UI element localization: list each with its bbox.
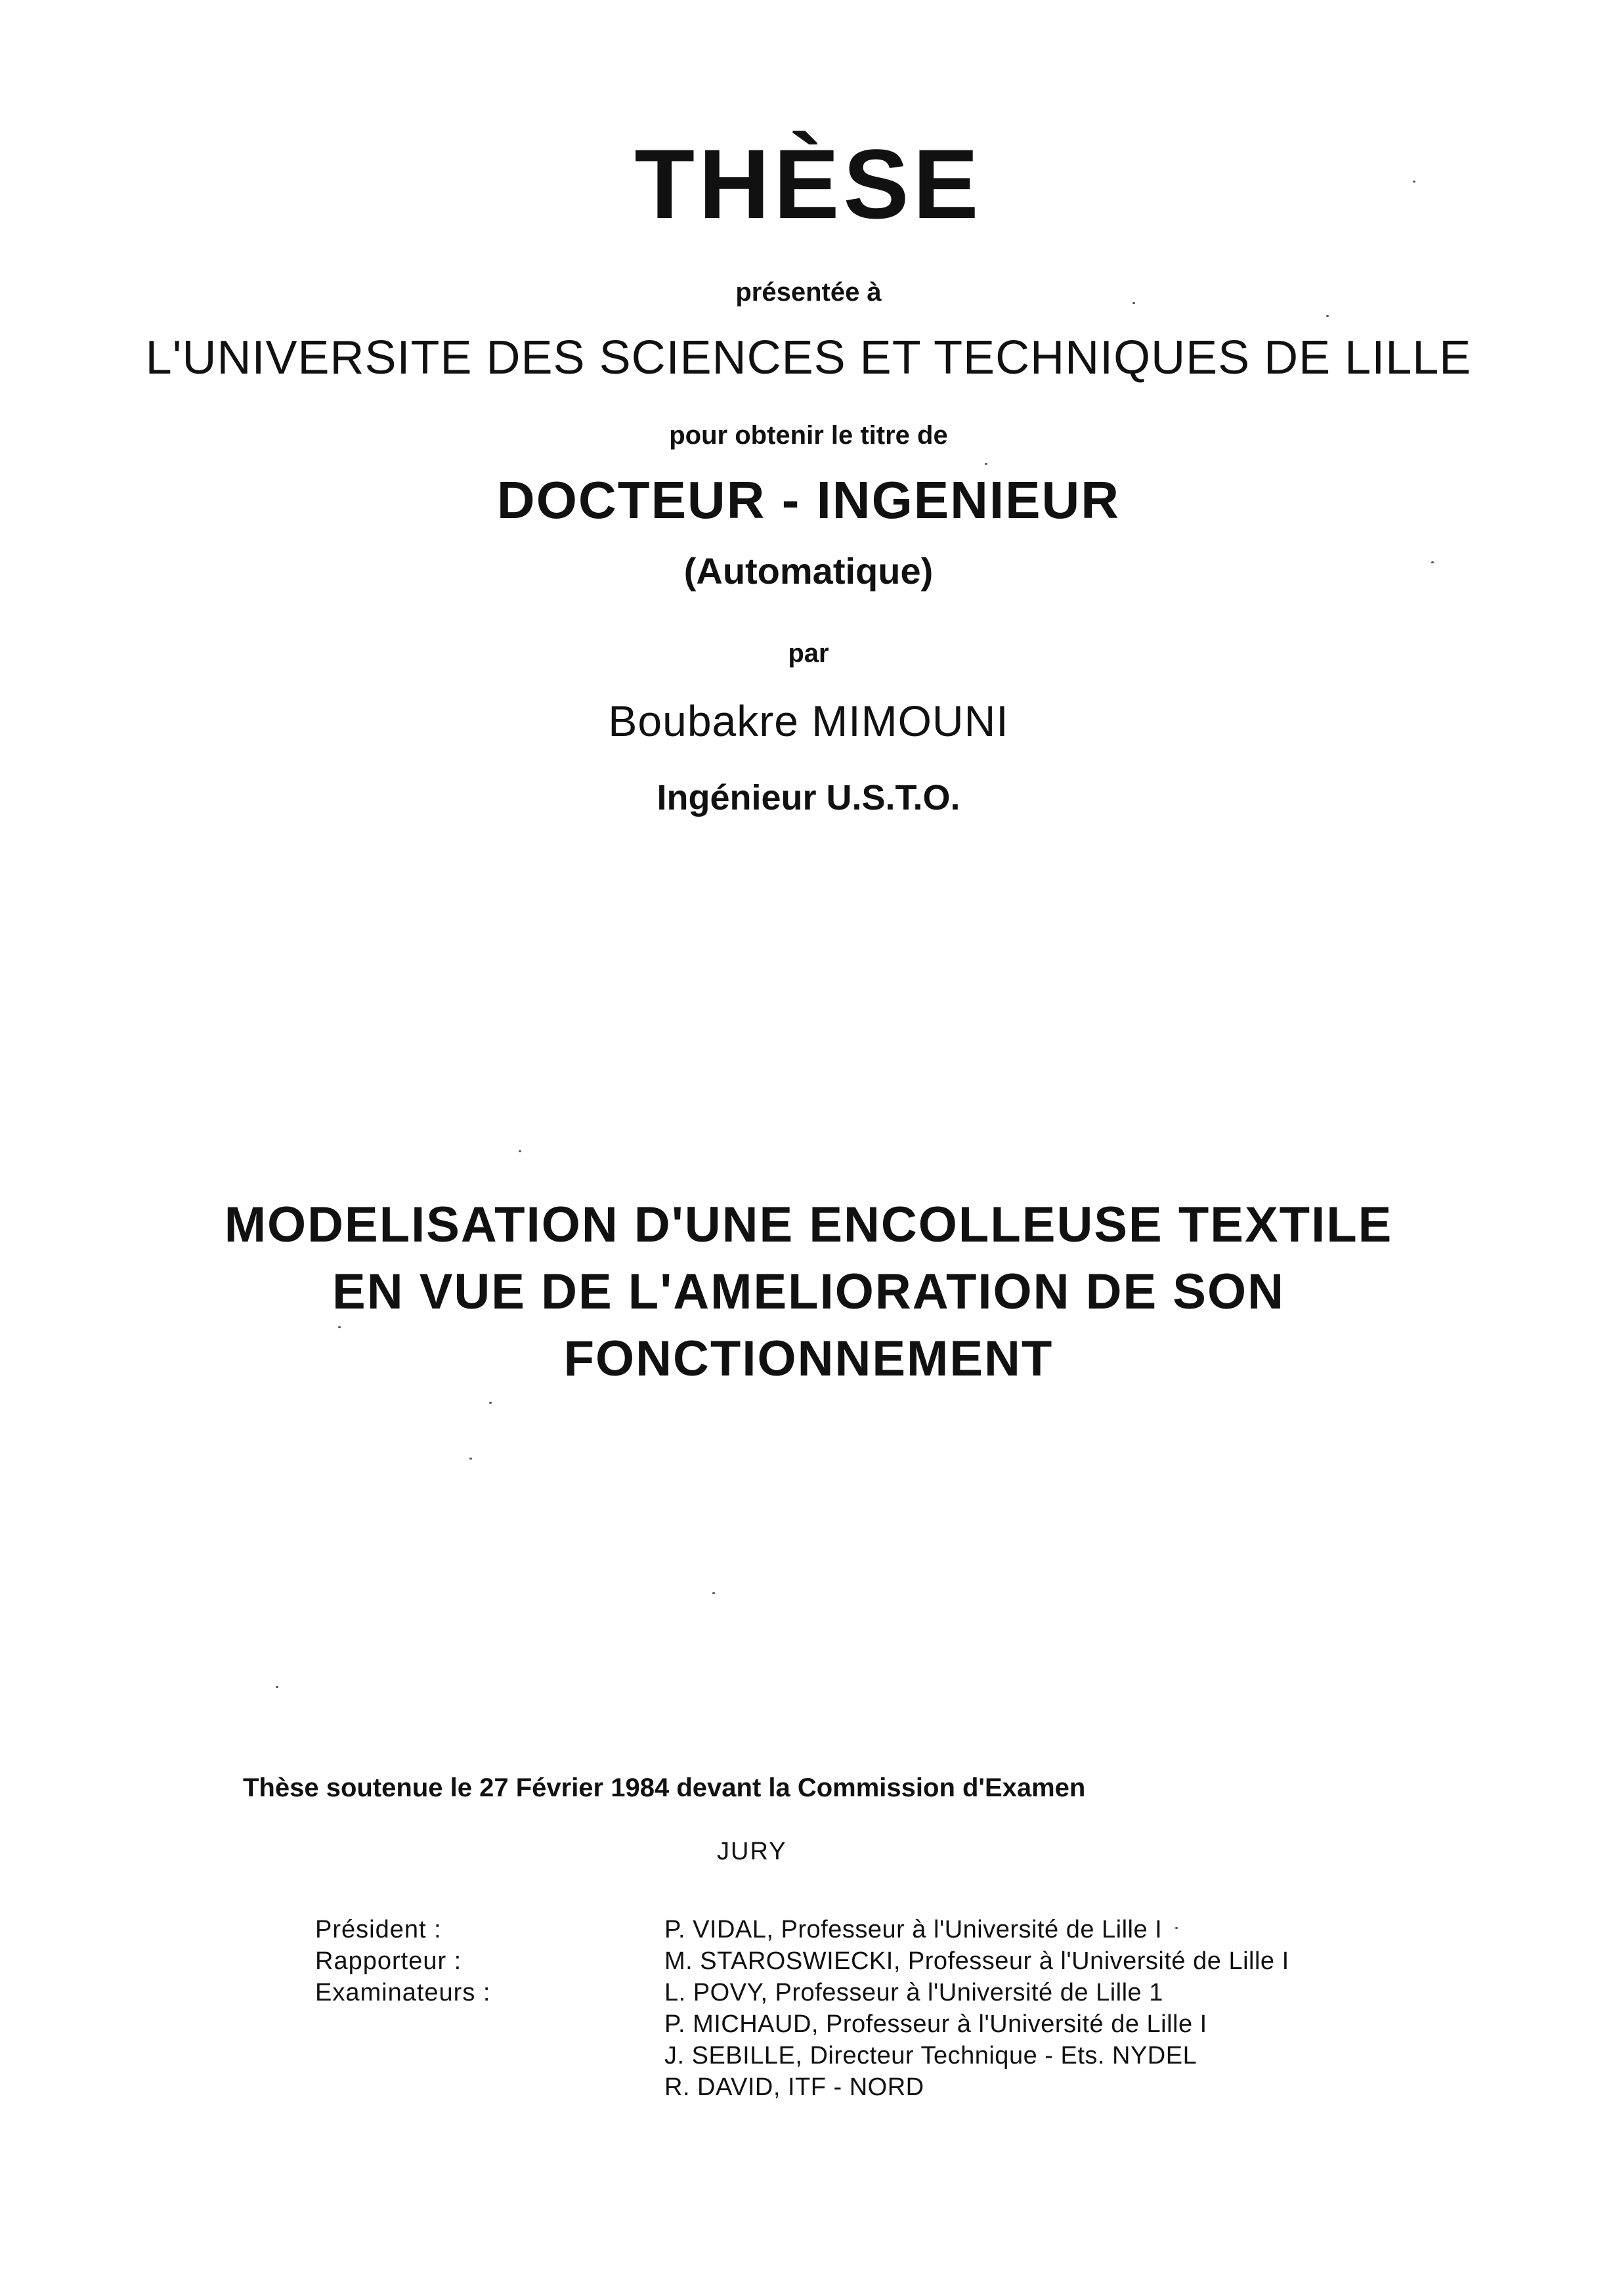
degree-intro-line: pour obtenir le titre de — [669, 421, 948, 450]
scan-speck — [1431, 561, 1434, 563]
scan-speck — [469, 1458, 472, 1460]
defense-statement: Thèse soutenue le 27 Février 1984 devant la Commission d'Examen — [243, 1773, 1086, 1802]
thesis-title — [0, 1192, 1617, 1393]
degree-specialty: (Automatique) — [683, 550, 934, 592]
jury-row — [315, 1914, 1497, 1945]
jury-row — [315, 1977, 1497, 2008]
university-name: L'UNIVERSITE DES SCIENCES ET TECHNIQUES DE LILLE — [145, 332, 1472, 384]
jury-member: J. SEBILLE, Directeur Technique - Ets. NYDEL — [664, 2042, 1197, 2069]
jury-heading: JURY — [717, 1838, 787, 1865]
jury-member: P. MICHAUD, Professeur à l'Université de Lille I — [664, 2010, 1207, 2038]
document-type-heading: THÈSE — [634, 129, 983, 239]
scan-speck — [338, 1326, 341, 1328]
scan-speck — [489, 1402, 492, 1404]
scan-speck — [276, 1686, 278, 1688]
scan-speck — [1175, 1927, 1178, 1929]
scan-speck — [1326, 315, 1329, 317]
scan-speck — [985, 463, 987, 465]
jury-role: Président : — [315, 1916, 442, 1943]
thesis-title-line: FONCTIONNEMENT — [563, 1331, 1054, 1387]
scan-speck — [712, 1592, 715, 1594]
author-credential: Ingénieur U.S.T.O. — [657, 778, 960, 817]
jury-list — [315, 1914, 1497, 2103]
jury-member: P. VIDAL, Professeur à l'Université de Lille I — [664, 1916, 1163, 1943]
scan-speck — [1413, 181, 1415, 183]
author-name: Boubakre MIMOUNI — [608, 697, 1009, 745]
presented-to-line: présentée à — [735, 278, 882, 307]
thesis-title-line: MODELISATION D'UNE ENCOLLEUSE TEXTILE — [224, 1197, 1393, 1253]
jury-row — [315, 2008, 1497, 2040]
jury-member: R. DAVID, ITF - NORD — [664, 2073, 924, 2101]
degree-title: DOCTEUR - INGENIEUR — [496, 471, 1121, 529]
by-line: par — [788, 639, 829, 668]
jury-member: L. POVY, Professeur à l'Université de Lille 1 — [664, 1979, 1163, 2006]
jury-row — [315, 2071, 1497, 2103]
jury-row — [315, 2040, 1497, 2071]
scan-speck — [519, 1150, 521, 1152]
jury-row — [315, 1945, 1497, 1977]
thesis-title-line: EN VUE DE L'AMELIORATION DE SON — [332, 1264, 1285, 1320]
jury-role: Rapporteur : — [315, 1947, 462, 1975]
jury-member: M. STAROSWIECKI, Professeur à l'Université de Lille I — [664, 1947, 1289, 1975]
jury-role: Examinateurs : — [315, 1979, 491, 2006]
scan-speck — [1132, 302, 1135, 304]
